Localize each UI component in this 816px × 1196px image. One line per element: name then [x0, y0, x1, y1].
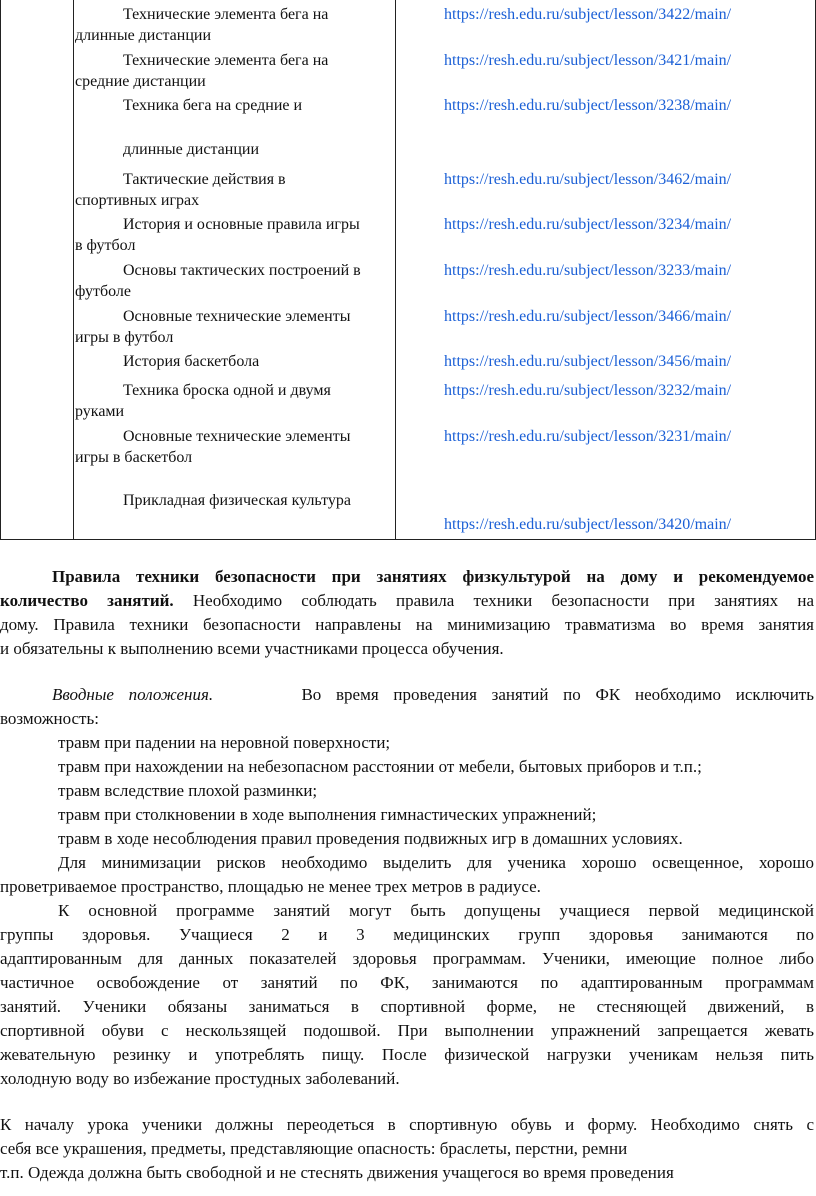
lesson-link[interactable]: https://resh.edu.ru/subject/lesson/3231/main/: [444, 428, 732, 445]
column-divider: [395, 0, 396, 539]
column-divider: [73, 0, 74, 539]
paragraph-line: адаптированным для данных показателей здоровья программам. Ученики, имеющие полное либо: [0, 949, 814, 968]
paragraph-line: жевательную резинку и употреблять пищу. После физической нагрузки ученикам нельзя пить: [0, 1045, 814, 1064]
paragraph-line: т.п. Одежда должна быть свободной и не стеснять движения учащегося во время проведения: [0, 1163, 674, 1182]
heading-line-2: количество занятий. Необходимо соблюдать правила техники безопасности при занятиях на: [0, 591, 814, 610]
lesson-topic: Техника бега на средние и длинные дистанции: [123, 97, 303, 158]
list-item: травм вследствие плохой разминки;: [58, 781, 318, 800]
lesson-topic: История и основные правила игры в футбол: [75, 216, 360, 254]
lesson-topic: Тактические действия в спортивных играх: [75, 171, 286, 209]
intro-line-2: возможность:: [0, 709, 99, 728]
lesson-link[interactable]: https://resh.edu.ru/subject/lesson/3421/main/: [444, 52, 732, 69]
lesson-topic: Технические элемента бега на длинные дистанции: [75, 6, 329, 44]
lesson-topic: Основы тактических построений в футболе: [75, 262, 361, 300]
paragraph-line: и обязательны к выполнению всеми участниками процесса обучения.: [0, 639, 504, 658]
paragraph-line: Для минимизации рисков необходимо выделить для ученика хорошо освещенное, хорошо: [58, 853, 814, 872]
lesson-link[interactable]: https://resh.edu.ru/subject/lesson/3234/main/: [444, 216, 732, 233]
paragraph-line: холодную воду во избежание простудных заболеваний.: [0, 1069, 400, 1088]
paragraph-line: группы здоровья. Учащиеся 2 и 3 медицинских групп здоровья занимаются по: [0, 925, 814, 944]
lesson-topic: Основные технические элементы игры в футбол: [75, 308, 351, 346]
lesson-topic: Основные технические элементы игры в баскетбол: [75, 428, 351, 466]
list-item: травм при нахождении на небезопасном расстоянии от мебели, бытовых приборов и т.п.;: [58, 757, 702, 776]
paragraph-line: проветриваемое пространство, площадью не менее трех метров в радиусе.: [0, 877, 541, 896]
lesson-topic: Прикладная физическая культура: [123, 492, 351, 509]
lesson-link[interactable]: https://resh.edu.ru/subject/lesson/3420/main/: [444, 516, 732, 533]
paragraph-line: занятий. Ученики обязаны заниматься в спортивной форме, не стесняющей движений, в: [0, 997, 814, 1016]
lesson-link[interactable]: https://resh.edu.ru/subject/lesson/3466/main/: [444, 308, 732, 325]
lesson-link[interactable]: https://resh.edu.ru/subject/lesson/3233/main/: [444, 262, 732, 279]
list-item: травм при столкновении в ходе выполнения гимнастических упражнений;: [58, 805, 597, 824]
paragraph-line: К началу урока ученики должны переодеться в спортивную обувь и форму. Необходимо снять с: [0, 1115, 814, 1134]
intro-line: Вводные положения. Во время проведения занятий по ФК необходимо исключить: [52, 685, 814, 704]
lesson-link[interactable]: https://resh.edu.ru/subject/lesson/3238/main/: [444, 97, 732, 114]
paragraph-line: дому. Правила техники безопасности направлены на минимизацию травматизма во время занятия: [0, 615, 814, 634]
lesson-topic: Технические элемента бега на средние дистанции: [75, 52, 329, 90]
list-item: травм при падении на неровной поверхности;: [58, 733, 391, 752]
paragraph-line: спортивной обуви с нескользящей подошвой. При выполнении упражнений запрещается жевать: [0, 1021, 814, 1040]
paragraph-line: частичное освобождение от занятий по ФК, занимаются по адаптированным программам: [0, 973, 814, 992]
lessons-table: [0, 0, 816, 540]
lesson-link[interactable]: https://resh.edu.ru/subject/lesson/3456/main/: [444, 353, 732, 370]
lesson-link[interactable]: https://resh.edu.ru/subject/lesson/3422/main/: [444, 6, 732, 23]
lesson-topic: Техника броска одной и двумя руками: [75, 382, 331, 420]
lesson-link[interactable]: https://resh.edu.ru/subject/lesson/3232/main/: [444, 382, 732, 399]
lesson-link[interactable]: https://resh.edu.ru/subject/lesson/3462/main/: [444, 171, 732, 188]
heading-line-1: Правила техники безопасности при занятиях физкультурой на дому и рекомендуемое: [52, 567, 814, 586]
lesson-topic: История баскетбола: [123, 353, 260, 370]
paragraph-line: себя все украшения, предметы, представляющие опасность: браслеты, перстни, ремни: [0, 1139, 628, 1158]
paragraph-line: К основной программе занятий могут быть допущены учащиеся первой медицинской: [58, 901, 814, 920]
list-item: травм в ходе несоблюдения правил проведения подвижных игр в домашних условиях.: [58, 829, 683, 848]
